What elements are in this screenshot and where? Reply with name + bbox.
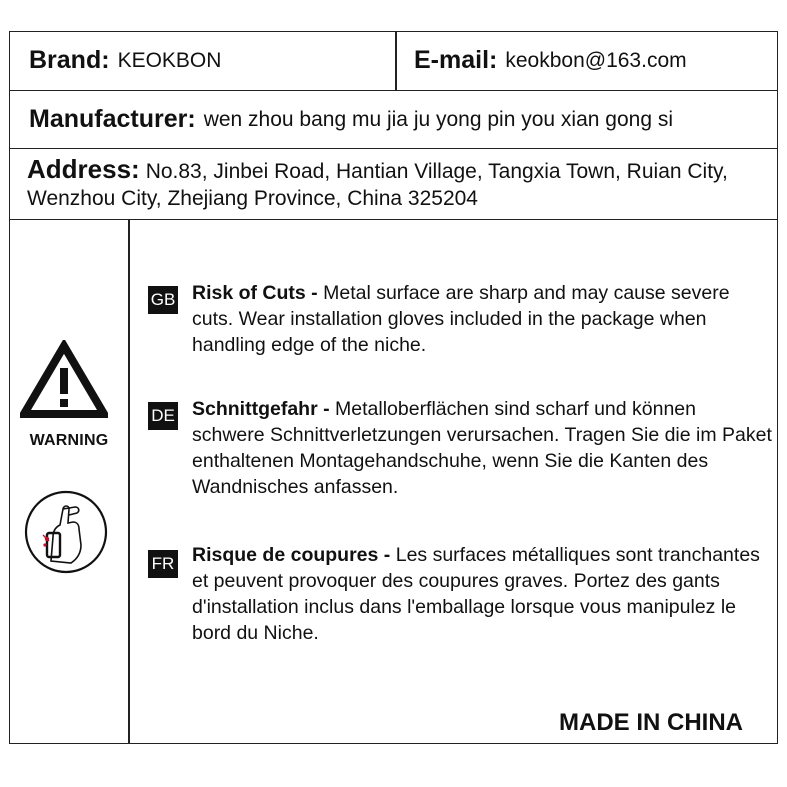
column-divider [128, 220, 130, 743]
manufacturer-value: wen zhou bang mu jia ju yong pin you xian gong si [203, 107, 673, 131]
brand-email-row [10, 32, 777, 91]
made-in-label: MADE IN CHINA [559, 709, 743, 736]
cut-hand-icon [23, 489, 109, 575]
address-value: No.83, Jinbei Road, Hantian Village, Tangxia Town, Ruian City, Wenzhou City, Zhejiang Province, China 325204 [27, 160, 728, 210]
title-fr: Risque de coupures - [192, 544, 391, 566]
warning-label: WARNING [29, 432, 109, 449]
warning-triangle-icon [20, 340, 108, 420]
warning-text-de [192, 396, 772, 500]
email-value: keokbon@163.com [505, 48, 687, 72]
manufacturer-row [10, 91, 777, 149]
address-field [27, 156, 762, 212]
title-gb: Risk of Cuts - [192, 282, 318, 304]
manufacturer-label: Manufacturer: [29, 105, 196, 133]
body-de: Metalloberflächen sind scharf und können schwere Schnittverletzungen verursachen. Tragen Sie die im Paket enthaltenen Montagehandschuhe, wenn Sie die Kanten des Wandnisches anfassen. [192, 398, 772, 498]
title-de: Schnittgefahr - [192, 398, 330, 420]
cell-divider [395, 32, 397, 91]
email-field [414, 32, 687, 89]
warning-text-fr [192, 542, 772, 646]
body-gb: Metal surface are sharp and may cause severe cuts. Wear installation gloves included in the package when handling edge of the niche. [192, 282, 730, 356]
address-label: Address: [27, 154, 140, 184]
lang-badge-fr: FR [148, 550, 178, 578]
warning-text-gb [192, 280, 772, 358]
body-fr: Les surfaces métalliques sont tranchantes et peuvent provoquer des coupures graves. Portez des gants d'installation inclus dans l'emballage lorsque vous manipulez le bord du Niche. [192, 544, 760, 644]
manufacturer-field [29, 91, 673, 148]
brand-label: Brand: [29, 46, 110, 74]
lang-badge-de: DE [148, 402, 178, 430]
brand-field [29, 32, 221, 89]
product-label [9, 31, 778, 744]
lang-badge-gb: GB [148, 286, 178, 314]
brand-value: KEOKBON [117, 48, 222, 72]
email-label: E-mail: [414, 46, 498, 74]
address-row [10, 149, 777, 220]
